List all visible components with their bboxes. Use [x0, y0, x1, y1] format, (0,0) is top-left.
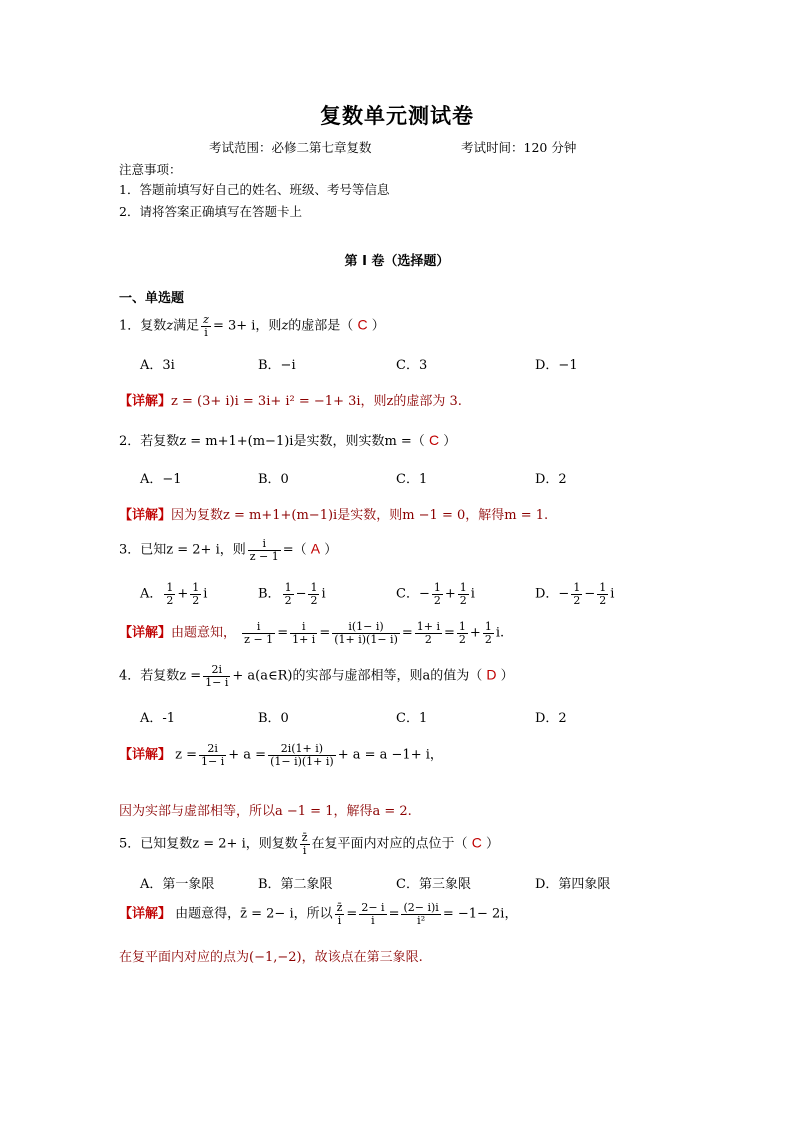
fraction: $\frac{i}{z - 1}$: [249, 537, 279, 563]
page-title: 复数单元测试卷: [320, 104, 474, 128]
q2-stem-text: ）: [443, 434, 457, 449]
option: B．−i: [258, 358, 296, 373]
detail-4-line2: 因为实部与虚部相等，所以a −1 = 1，解得a = 2.: [119, 804, 412, 819]
detail-label: 【详解】: [119, 394, 172, 409]
note-item: 1．答题前填写好自己的姓名、班级、考号等信息: [119, 182, 390, 197]
q4-stem-text: + a(a∈R)的实部与虚部相等，则a的值为（: [232, 668, 483, 684]
fraction: $\frac{z}{i}$: [203, 313, 209, 339]
q3-stem-text: ）: [324, 542, 338, 558]
detail-3: 【详解】由题意知， $\frac{i}{z - 1}$ = $\frac{i}{1+ i}$ = $\frac{i(1- i)}{(1+ i)(1- i)}$ = $\frac{1+ i}{2}$ = $\frac{1}{2}$ + $\frac{1}{2}$ i.: [119, 620, 505, 646]
option: A． $\frac{1}{2}$ + $\frac{1}{2}$ i: [140, 581, 208, 607]
detail-5-line2: 在复平面内对应的点为(−1,−2)，故该点在第三象限.: [119, 950, 423, 965]
q3-stem-text: 3．已知z = 2+ i，则: [119, 542, 246, 558]
part-title: 第 I 卷（选择题）: [344, 254, 450, 269]
note-item: 2．请将答案正确填写在答题卡上: [119, 204, 302, 219]
option: C．3: [396, 358, 428, 373]
option: A．-1: [140, 711, 176, 726]
section-title: 一、单选题: [119, 291, 185, 306]
answer-mark: A: [310, 540, 321, 557]
q5-stem-text: 5．已知复数z = 2+ i，则复数: [119, 836, 298, 852]
detail-4: 【详解】 z = $\frac{2i}{1- i}$ + a = $\frac{2i(1+ i)}{(1- i)(1+ i)}$ + a = a −1+ i，: [119, 742, 443, 768]
q5-stem-text: ）: [485, 836, 499, 852]
option: D．2: [535, 711, 567, 726]
detail-label: 【详解】: [119, 906, 172, 922]
option: B．第二象限: [258, 877, 333, 892]
option: C．− $\frac{1}{2}$ + $\frac{1}{2}$ i: [396, 581, 475, 607]
detail-label: 【详解】: [119, 625, 172, 641]
option: D．− $\frac{1}{2}$ − $\frac{1}{2}$ i: [535, 581, 615, 607]
detail-5: 【详解】 由题意得，z̄ = 2− i，所以 $\frac{z̄}{i}$ = $\frac{2- i}{i}$ = $\frac{(2- i)i}{\text{i²}}$ = −1− 2i，: [119, 901, 518, 927]
detail-text: 因为复数z = m+1+(m−1)i是实数，则m −1 = 0，解得m = 1.: [171, 508, 549, 523]
option: A．−1: [140, 472, 182, 487]
exam-time: 考试时间：120 分钟: [461, 140, 577, 155]
question-5-stem: [119, 832, 499, 856]
option: C．1: [396, 472, 428, 487]
detail-label: 【详解】: [119, 747, 172, 763]
q5-stem-text: 在复平面内对应的点位于（: [311, 836, 468, 852]
option: C．第三象限: [396, 877, 471, 892]
q1-stem-text: 的虚部是（: [288, 318, 354, 334]
q2-stem-text: 2．若复数z = m+1+(m−1)i是实数，则实数m =（: [119, 434, 425, 449]
question-2-stem: [119, 430, 456, 449]
fraction: $\frac{z̄}{i}$: [301, 831, 308, 857]
exam-scope: 考试范围：必修二第七章复数: [209, 140, 372, 155]
option: D．2: [535, 472, 567, 487]
question-4-stem: [119, 664, 514, 688]
detail-label: 【详解】: [119, 508, 172, 523]
answer-mark: C: [471, 834, 482, 851]
q1-stem-text: ）: [371, 318, 385, 334]
detail-1: [119, 390, 462, 409]
option: C．1: [396, 711, 428, 726]
detail-2: [119, 504, 548, 523]
option: B．0: [258, 711, 289, 726]
q1-stem-text: 满足: [173, 318, 200, 334]
q1-stem-text: = 3+ i，则: [212, 318, 282, 334]
option: B． $\frac{1}{2}$ − $\frac{1}{2}$ i: [258, 581, 326, 607]
notes-heading: 注意事项：: [119, 162, 182, 177]
question-3-stem: [119, 538, 337, 562]
detail-text: z = (3+ i)i = 3i+ i² = −1+ 3i，则z的虚部为 3.: [171, 394, 462, 409]
fraction: $\frac{2i}{1- i}$: [205, 663, 229, 689]
option: A．3i: [140, 358, 175, 373]
option: A．第一象限: [140, 877, 215, 892]
q1-stem-text: 1．复数: [119, 318, 167, 334]
q4-stem-text: 4．若复数z =: [119, 668, 202, 684]
answer-mark: C: [357, 316, 368, 333]
q4-stem-text: ）: [500, 668, 514, 684]
question-1-stem: 1．复数z满足 $\frac{z}{i}$ = 3+ i，则z的虚部是（ C ）: [119, 313, 385, 339]
detail-text: 由题意知，: [171, 625, 237, 641]
answer-mark: C: [428, 432, 440, 448]
option: B．0: [258, 472, 289, 487]
option: D．−1: [535, 358, 578, 373]
answer-mark: D: [486, 666, 497, 683]
option: D．第四象限: [535, 877, 611, 892]
q3-stem-text: =（: [282, 542, 307, 558]
